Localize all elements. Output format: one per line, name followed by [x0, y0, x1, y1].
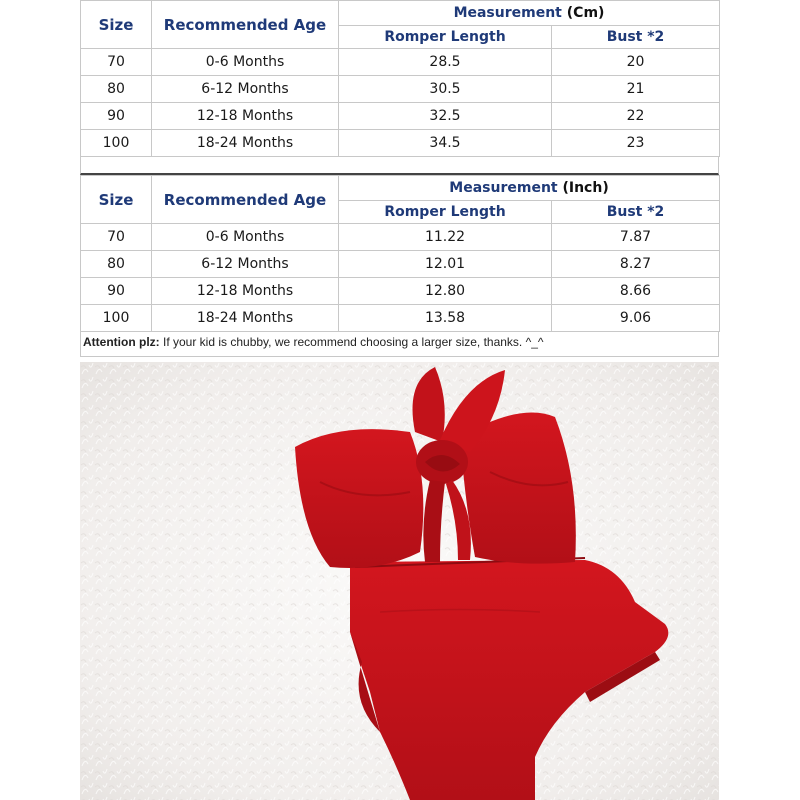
size-chart	[80, 0, 719, 357]
cell-age: 12-18 Months	[152, 103, 339, 130]
cell-length: 12.01	[339, 251, 552, 278]
size-table-cm	[80, 0, 720, 157]
cell-length: 30.5	[339, 76, 552, 103]
cell-bust: 20	[552, 49, 720, 76]
header-measurement-cm	[339, 1, 720, 26]
cell-size: 80	[81, 251, 152, 278]
cell-age: 12-18 Months	[152, 278, 339, 305]
header-size: Size	[81, 1, 152, 49]
cell-length: 11.22	[339, 224, 552, 251]
header-romper-length: Romper Length	[339, 26, 552, 49]
cell-age: 18-24 Months	[152, 305, 339, 332]
cell-age: 18-24 Months	[152, 130, 339, 157]
cell-age: 6-12 Months	[152, 251, 339, 278]
cell-bust: 8.27	[552, 251, 720, 278]
cell-size: 90	[81, 103, 152, 130]
header-recommended-age: Recommended Age	[152, 176, 339, 224]
cell-bust: 7.87	[552, 224, 720, 251]
cell-age: 6-12 Months	[152, 76, 339, 103]
cell-size: 90	[81, 278, 152, 305]
cell-size: 100	[81, 130, 152, 157]
attention-label: Attention plz:	[83, 335, 160, 349]
header-romper-length: Romper Length	[339, 201, 552, 224]
cell-size: 70	[81, 49, 152, 76]
header-bust: Bust *2	[552, 201, 720, 224]
cell-bust: 9.06	[552, 305, 720, 332]
cell-size: 80	[81, 76, 152, 103]
measurement-label: Measurement	[449, 180, 558, 196]
attention-text: If your kid is chubby, we recommend choosing a larger size, thanks. ^_^	[159, 335, 544, 349]
cell-size: 100	[81, 305, 152, 332]
cell-size: 70	[81, 224, 152, 251]
table-row	[81, 49, 720, 76]
size-table-inch	[80, 175, 720, 332]
cell-length: 34.5	[339, 130, 552, 157]
cell-bust: 23	[552, 130, 720, 157]
header-measurement-inch	[339, 176, 720, 201]
header-recommended-age: Recommended Age	[152, 1, 339, 49]
measurement-unit: (Cm)	[566, 5, 605, 21]
table-row	[81, 76, 720, 103]
cell-bust: 8.66	[552, 278, 720, 305]
header-size: Size	[81, 176, 152, 224]
product-photo	[80, 362, 719, 800]
cell-age: 0-6 Months	[152, 224, 339, 251]
cell-length: 13.58	[339, 305, 552, 332]
attention-note	[80, 332, 719, 357]
table-row	[81, 251, 720, 278]
cell-length: 28.5	[339, 49, 552, 76]
table-row	[81, 278, 720, 305]
measurement-label: Measurement	[453, 5, 562, 21]
cell-bust: 21	[552, 76, 720, 103]
red-romper-illustration	[80, 362, 719, 800]
header-bust: Bust *2	[552, 26, 720, 49]
cell-length: 32.5	[339, 103, 552, 130]
cell-age: 0-6 Months	[152, 49, 339, 76]
cell-bust: 22	[552, 103, 720, 130]
table-divider	[80, 157, 719, 175]
cell-length: 12.80	[339, 278, 552, 305]
table-row	[81, 130, 720, 157]
measurement-unit: (Inch)	[562, 180, 609, 196]
table-row	[81, 224, 720, 251]
table-row	[81, 103, 720, 130]
table-row	[81, 305, 720, 332]
